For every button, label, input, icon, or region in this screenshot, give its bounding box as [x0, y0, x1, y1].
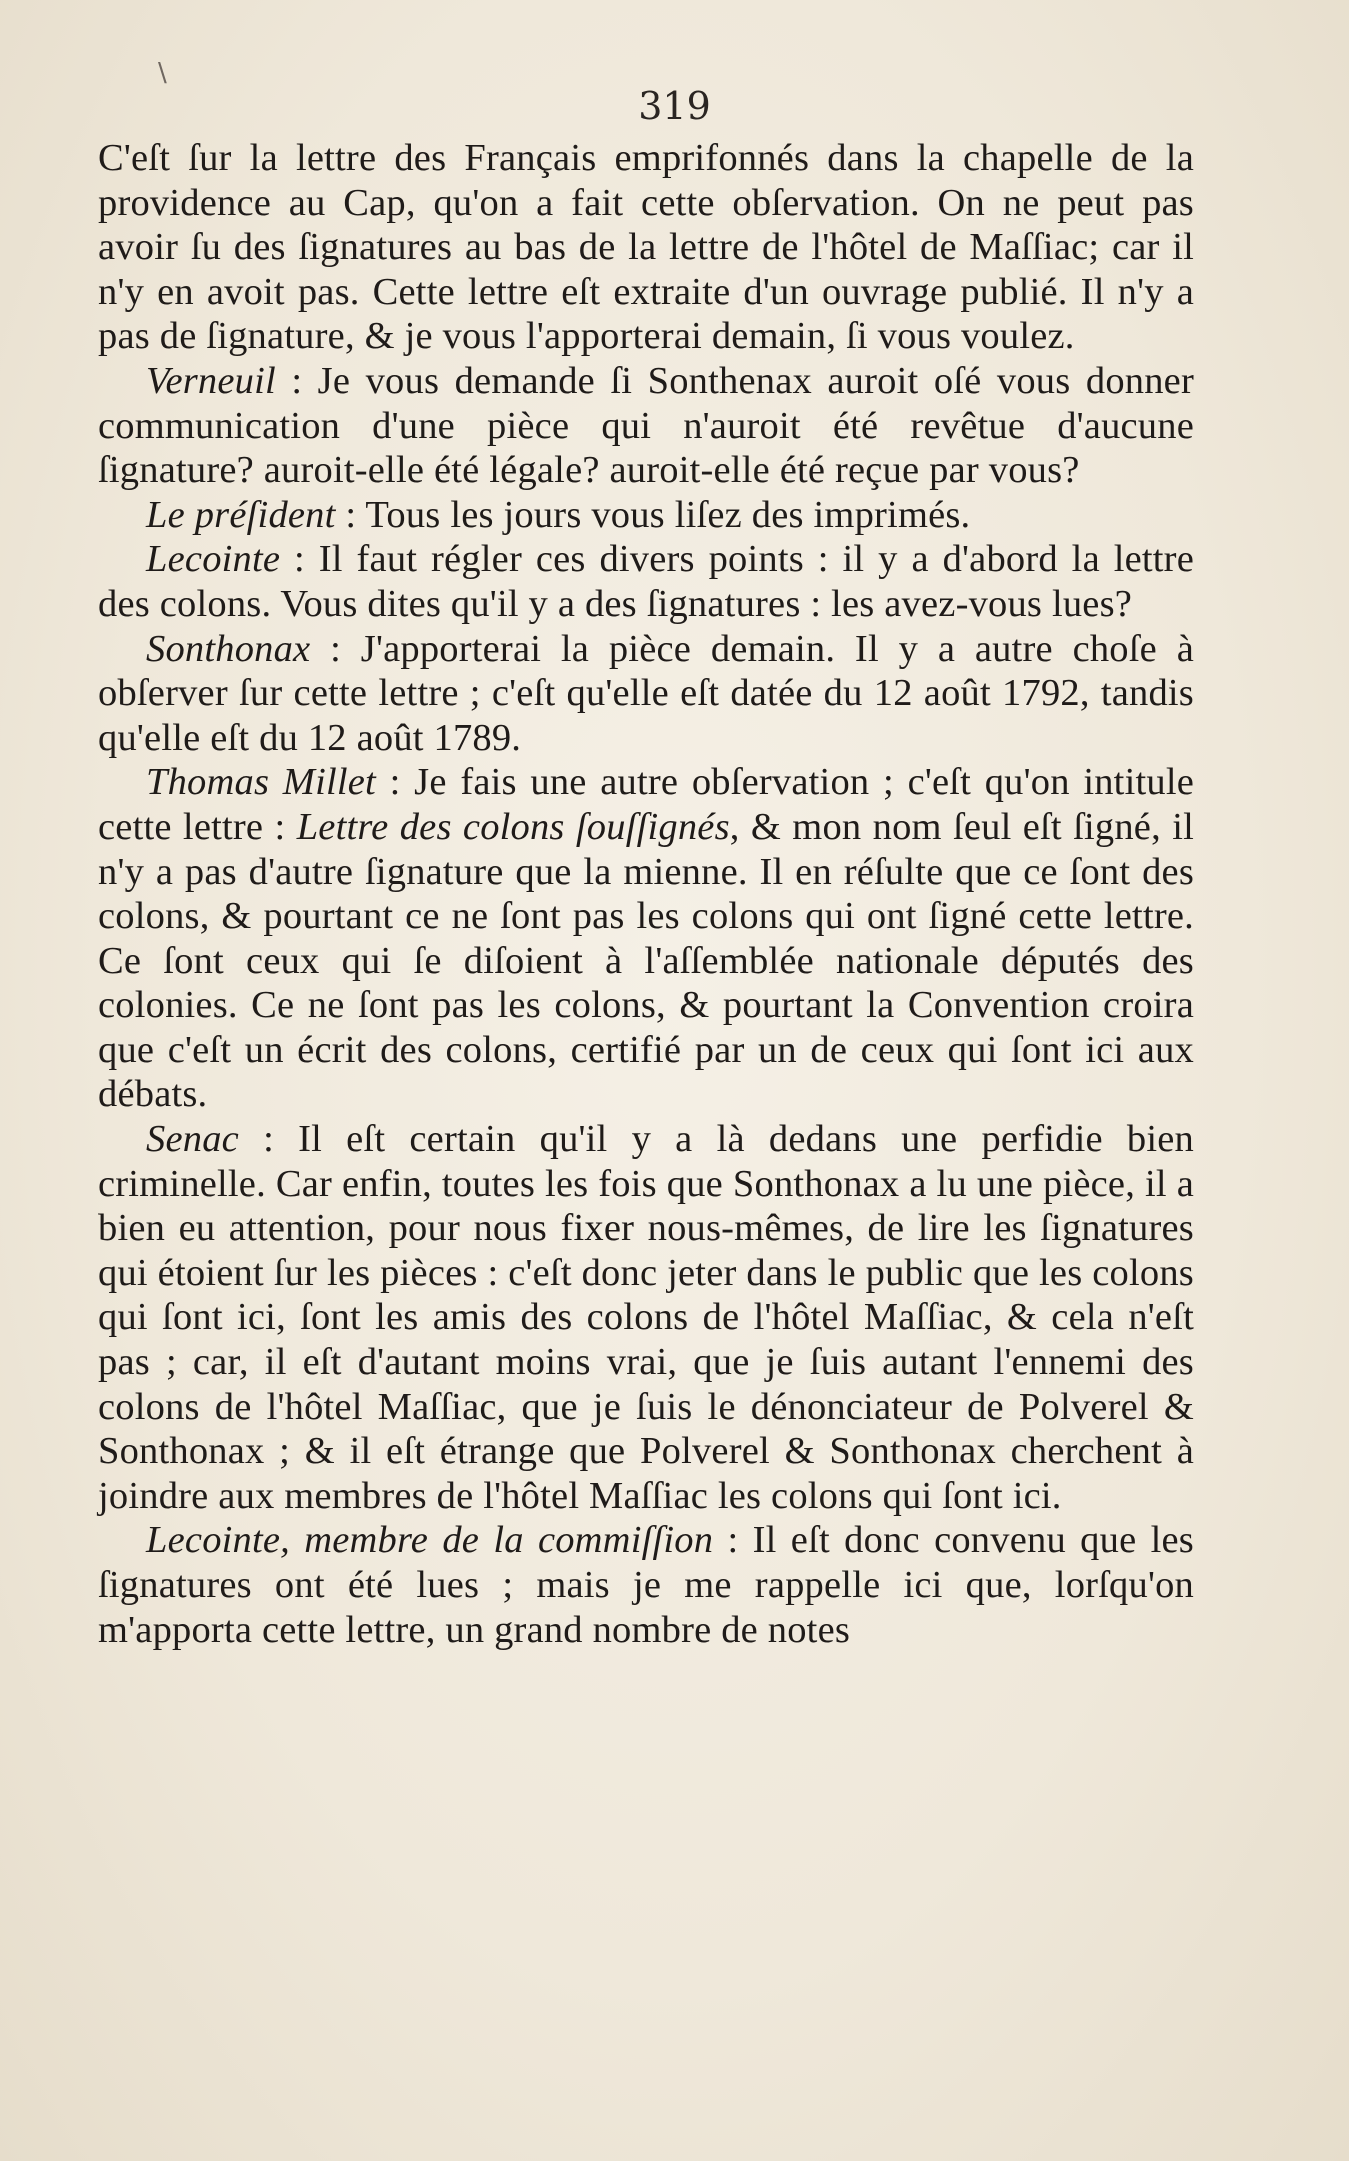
paragraph-text: C'eſt ſur la lettre des Français emprifonnés dans la chapelle de la providence au Cap, qu'on a fait cette obſervation. On ne peut pas avoir ſu des ſignatures au bas de la lettre de l'hôtel de Maſſiac; car il n'y en avoit pas. Cette lettre eſt extraite d'un ouvrage publié. Il n'y a pas de ſignature, & je vous l'apporterai demain, ſi vous voulez.: [98, 137, 1194, 358]
paragraph-8: [98, 1518, 1194, 1652]
paragraph-4: [98, 537, 1194, 626]
speaker-name: Sonthonax: [146, 627, 311, 670]
paragraph-text: : Il faut régler ces divers points : il y a d'abord la lettre des colons. Vous dites qu'il y a des ſignatures : les avez-vous lues?: [98, 538, 1194, 625]
paragraph-5: [98, 627, 1194, 761]
page-number: 319: [638, 84, 711, 128]
paragraph-text: : Je vous demande ſi Sonthenax auroit oſé vous donner communication d'une pièce qui n'auroit été revêtue d'aucune ſignature? auroit-elle été légale? auroit-elle été reçue par vous?: [98, 359, 1194, 492]
speaker-name: Verneuil: [146, 359, 276, 402]
paragraph-text: : Il eſt donc convenu que les ſignatures ont été lues ; mais je me rappelle ici que, lorſqu'on m'apporta cette lettre, un grand nombre de notes: [98, 1519, 1194, 1651]
speaker-name: Lecointe: [146, 538, 281, 581]
speaker-name: Senac: [146, 1118, 239, 1161]
letter-title: Lettre des colons ſouſſignés: [296, 805, 730, 848]
paragraph-text: : Il eſt certain qu'il y a là dedans une perfidie bien criminelle. Car enfin, toutes les fois que Sonthonax a lu une pièce, il a bien eu attention, pour nous fixer nous-mêmes, de lire les ſignatures qui étoient ſur les pièces : c'eſt donc jeter dans le public que les colons qui ſont ici, ſont les amis des colons de l'hôtel Maſſiac, & cela n'eſt pas ; car, il eſt d'autant moins vrai, que je ſuis autant l'ennemi des colons de l'hôtel Maſſiac, que je ſuis le dénonciateur de Polverel & Sonthonax ; & il eſt étrange que Polverel & Sonthonax cherchent à joindre aux membres de l'hôtel Maſſiac les colons qui ſont ici.: [98, 1118, 1194, 1517]
paragraph-1: [98, 136, 1194, 359]
paragraph-6: [98, 760, 1194, 1117]
margin-mark: \: [158, 58, 167, 88]
paragraph-text: : Je fais une autre obſervation ; c'eſt qu'on intitule cette lettre :: [98, 761, 1195, 848]
paragraph-text-after: , & mon nom ſeul eſt ſigné, il n'y a pas d'autre ſignature que la mienne. Il en réſulte que ce ſont des colons, & pourtant ce ne ſont pas les colons qui ont ſigné cette lettre. Ce ſont ceux qui ſe diſoient à l'aſſemblée nationale députés des colonies. Ce ne ſont pas les colons, & pourtant la Convention croira que c'eſt un écrit des colons, certifié par un de ceux qui ſont ici aux débats.: [98, 805, 1194, 1116]
paragraph-2: [98, 359, 1194, 493]
speaker-name: Thomas Millet: [146, 761, 376, 804]
paragraph-3: [98, 493, 1194, 538]
paragraph-7: [98, 1117, 1194, 1518]
speaker-name: Le préſident: [146, 493, 336, 536]
speaker-name: Lecointe, membre de la commiſſion: [146, 1519, 714, 1562]
body-text: [98, 136, 1194, 1652]
paragraph-text: : Tous les jours vous liſez des imprimés.: [335, 493, 971, 536]
paragraph-text: : J'apporterai la pièce demain. Il y a autre choſe à obſerver ſur cette lettre ; c'eſt qu'elle eſt datée du 12 août 1792, tandis qu'elle eſt du 12 août 1789.: [98, 627, 1194, 759]
